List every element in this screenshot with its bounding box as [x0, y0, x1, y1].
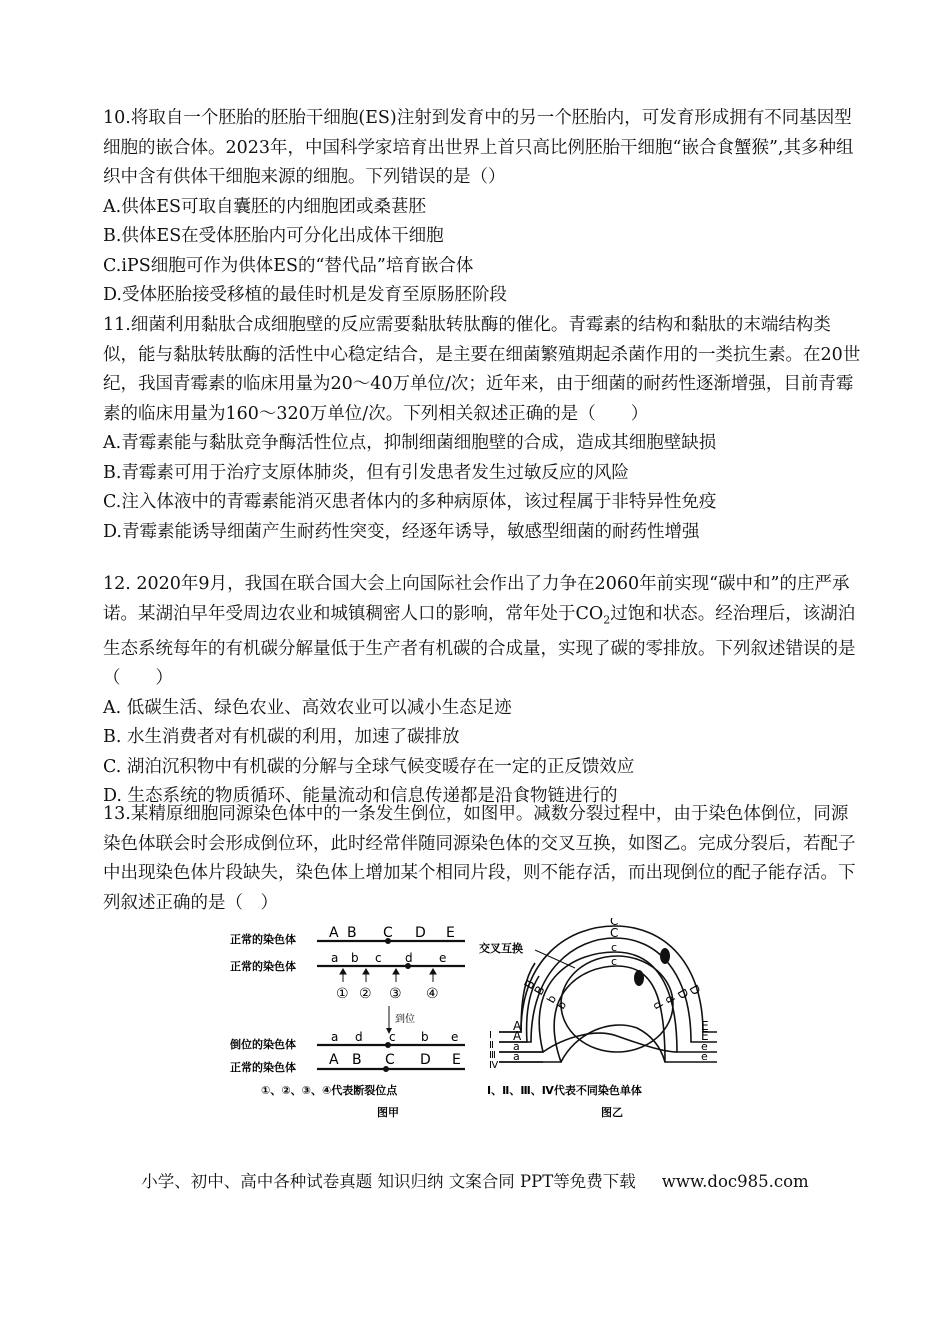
fig-a-row3-gene: d — [355, 1030, 363, 1044]
fig-a-row3-gene: e — [451, 1030, 459, 1044]
question-11-option-b: B.青霉素可用于治疗支原体肺炎，但有引发患者发生过敏反应的风险 — [103, 462, 629, 483]
fig-b-strand-label: Ⅳ — [489, 1060, 499, 1071]
question-12-option-a: A. 低碳生活、绿色农业、高效农业可以减小生态足迹 — [103, 697, 512, 718]
fig-b-caption: 图乙 — [601, 1106, 623, 1119]
question-10-option-c: C.iPS细胞可作为供体ES的“替代品”培育嵌合体 — [103, 255, 474, 276]
fig-a-row2-label: 正常的染色体 — [230, 960, 296, 973]
fig-b-centromere-inner — [634, 970, 644, 986]
fig-b-loop-gene: C — [610, 926, 619, 940]
fig-b-loop-gene: d — [662, 993, 678, 1006]
question-10 — [103, 104, 863, 311]
question-12-stem-part2: 过饱和状态。经治理后，该湖泊生态系统每年的有机碳分解量低于生产者有机碳的合成量，实现了碳的零排放。下列叙述错误的是（ ） — [103, 603, 856, 688]
fig-b-right-gene: E — [701, 1029, 709, 1043]
fig-a-row2-gene: d — [405, 951, 413, 965]
question-10-stem: 10.将取自一个胚胎的胚胎干细胞(ES)注射到发育中的另一个胚胎内，可发育形成拥有不同基因型细胞的嵌合体。2023年，中国科学家培育出世界上首只高比例胚胎干细胞“嵌合食蟹猴”,其多种组织中含有供体干细胞来源的细胞。下列错误的是（） — [103, 108, 854, 187]
fig-b-left-gene: A — [513, 1019, 522, 1033]
fig-a-row4-gene: E — [452, 1052, 461, 1068]
fig-b-left-gene: a — [513, 1050, 520, 1063]
fig-a-caption: 图甲 — [377, 1106, 399, 1119]
question-10-option-d: D.受体胚胎接受移植的最佳时机是发育至原肠胚阶段 — [103, 285, 507, 305]
question-11-option-c: C.注入体液中的青霉素能消灭患者体内的多种病原体，该过程属于非特异性免疫 — [103, 492, 717, 512]
fig-a-row1-label: 正常的染色体 — [230, 933, 296, 946]
fig-b-loop-gene: B — [521, 977, 538, 992]
question-13 — [103, 800, 863, 918]
fig-b-left-gene: A — [513, 1029, 522, 1043]
question-10-option-a: A.供体ES可取自囊胚的内细胞团或桑葚胚 — [103, 196, 426, 217]
fig-b-inner-cross-1 — [543, 1033, 677, 1052]
fig-b-loop-gene: c — [611, 941, 618, 954]
fig-b-right-gene: e — [701, 1040, 708, 1053]
page-footer — [0, 1168, 950, 1192]
fig-a-row4-gene: D — [420, 1052, 431, 1068]
question-12 — [103, 570, 863, 812]
fig-b-left-gene: a — [513, 1040, 520, 1053]
fig-b-right-gene: E — [701, 1019, 709, 1033]
fig-b-loop-gene: B — [531, 983, 548, 998]
question-12-subscript: 2 — [603, 613, 611, 626]
fig-b-strand-4 — [499, 966, 717, 1062]
question-12-option-b: B. 水生消费者对有机碳的利用，加速了碳排放 — [103, 727, 460, 747]
fig-a-row1-gene: D — [415, 925, 426, 941]
question-12-stem-part1: 12. 2020年9月，我国在联合国大会上向国际社会作出了力争在2060年前实现“碳中和”的庄严承诺。某湖泊早年受周边农业和城镇稠密人口的影响，常年处于CO — [103, 574, 850, 624]
fig-b-loop-gene: d — [650, 999, 666, 1012]
fig-a-break-arrows — [340, 969, 436, 982]
fig-b-loop-gene: b — [554, 998, 570, 1012]
fig-a-row1-gene: A — [329, 925, 339, 941]
fig-a-row3-gene: b — [421, 1030, 429, 1044]
fig-b-loop-gene: D — [674, 986, 692, 1002]
fig-a-break-point: ④ — [426, 986, 439, 1002]
question-11-stem: 11.细菌利用黏肽合成细胞壁的反应需要黏肽转肽酶的催化。青霉素的结构和黏肽的末端结构类似，能与黏肽转肽酶的活性中心稳定结合，是主要在细菌繁殖期起杀菌作用的一类抗生素。在20世纪，我国青霉素的临床用量为20～40万单位/次；近年来，由于细菌的耐药性逐渐增强，目前青霉素的临床用量为160～320万单位/次。下列相关叙述正确的是（ ） — [103, 315, 861, 424]
fig-b-legend: Ⅰ、Ⅱ、Ⅲ、Ⅳ代表不同染色单体 — [487, 1084, 642, 1097]
fig-b-centromere-top — [660, 948, 670, 964]
question-13-stem: 13.某精原细胞同源染色体中的一条发生倒位，如图甲。减数分裂过程中，由于染色体倒位，同源染色体联会时会形成倒位环，此时经常伴随同源染色体的交叉互换，如图乙。完成分裂后，若配子中出现染色体片段缺失，染色体上增加某个相同片段，则不能存活，而出现倒位的配子能存活。下列叙述正确的是（ ） — [103, 804, 856, 913]
question-11-option-d: D.青霉素能诱导细菌产生耐药性突变，经逐年诱导，敏感型细菌的耐药性增强 — [103, 521, 700, 542]
fig-b-loop-gene: b — [544, 992, 560, 1006]
question-12-stem — [103, 570, 863, 694]
fig-a-legend: ①、②、③、④代表断裂位点 — [261, 1084, 398, 1097]
fig-b-crossover-label: 交叉互换 — [479, 942, 523, 955]
fig-a-row1-gene: B — [347, 925, 357, 941]
fig-a-arrow-label: 到位 — [395, 1014, 415, 1025]
fig-b-loop-gene: C — [610, 918, 619, 928]
fig-a-row3-gene: a — [331, 1030, 339, 1044]
question-11 — [103, 311, 863, 547]
fig-b-right-gene: e — [701, 1050, 708, 1063]
fig-a-row1-gene: C — [383, 925, 393, 941]
fig-a-break-point: ① — [336, 986, 349, 1002]
fig-b-strand-label: Ⅰ — [489, 1030, 492, 1041]
chromosome-figures — [225, 918, 725, 1128]
footer-text: 小学、初中、高中各种试卷真题 知识归纳 文案合同 PPT等免费下载 — [141, 1172, 636, 1191]
fig-a-row3-gene: c — [389, 1030, 396, 1044]
fig-b-strand-1 — [499, 926, 717, 1032]
question-10-option-b: B.供体ES在受体胚胎内可分化出成体干细胞 — [103, 226, 444, 246]
fig-a-row4-label: 正常的染色体 — [230, 1061, 296, 1074]
question-12-option-d: D. 生态系统的物质循环、能量流动和信息传递都是沿食物链进行的 — [103, 786, 618, 806]
fig-a-row3-label: 倒位的染色体 — [230, 1038, 296, 1051]
fig-a-row4-gene: B — [352, 1052, 362, 1068]
fig-a-break-point: ② — [359, 986, 372, 1002]
fig-a-row2-gene: b — [351, 951, 359, 965]
fig-b-loop-gene: D — [686, 982, 704, 998]
fig-a-row1-gene: E — [446, 925, 455, 941]
fig-b-loop-gene: c — [611, 955, 618, 968]
footer-site-link[interactable]: www.doc985.com — [661, 1172, 809, 1191]
figure-a — [230, 925, 465, 1119]
question-13-figures — [225, 918, 725, 1128]
fig-a-row2-gene: a — [331, 951, 339, 965]
fig-a-row2-gene: e — [439, 951, 447, 965]
fig-a-row2-gene: c — [375, 951, 382, 965]
fig-b-strand-label: Ⅲ — [489, 1050, 496, 1061]
fig-a-break-point: ③ — [389, 986, 402, 1002]
fig-a-row4-gene: C — [385, 1052, 395, 1068]
question-11-option-a: A.青霉素能与黏肽竞争酶活性位点，抑制细菌细胞壁的合成，造成其细胞壁缺损 — [103, 433, 717, 453]
fig-b-strand-label: Ⅱ — [489, 1040, 494, 1051]
fig-a-row4-gene: A — [329, 1052, 339, 1068]
question-12-option-c: C. 湖泊沉积物中有机碳的分解与全球气候变暖存在一定的正反馈效应 — [103, 756, 635, 777]
